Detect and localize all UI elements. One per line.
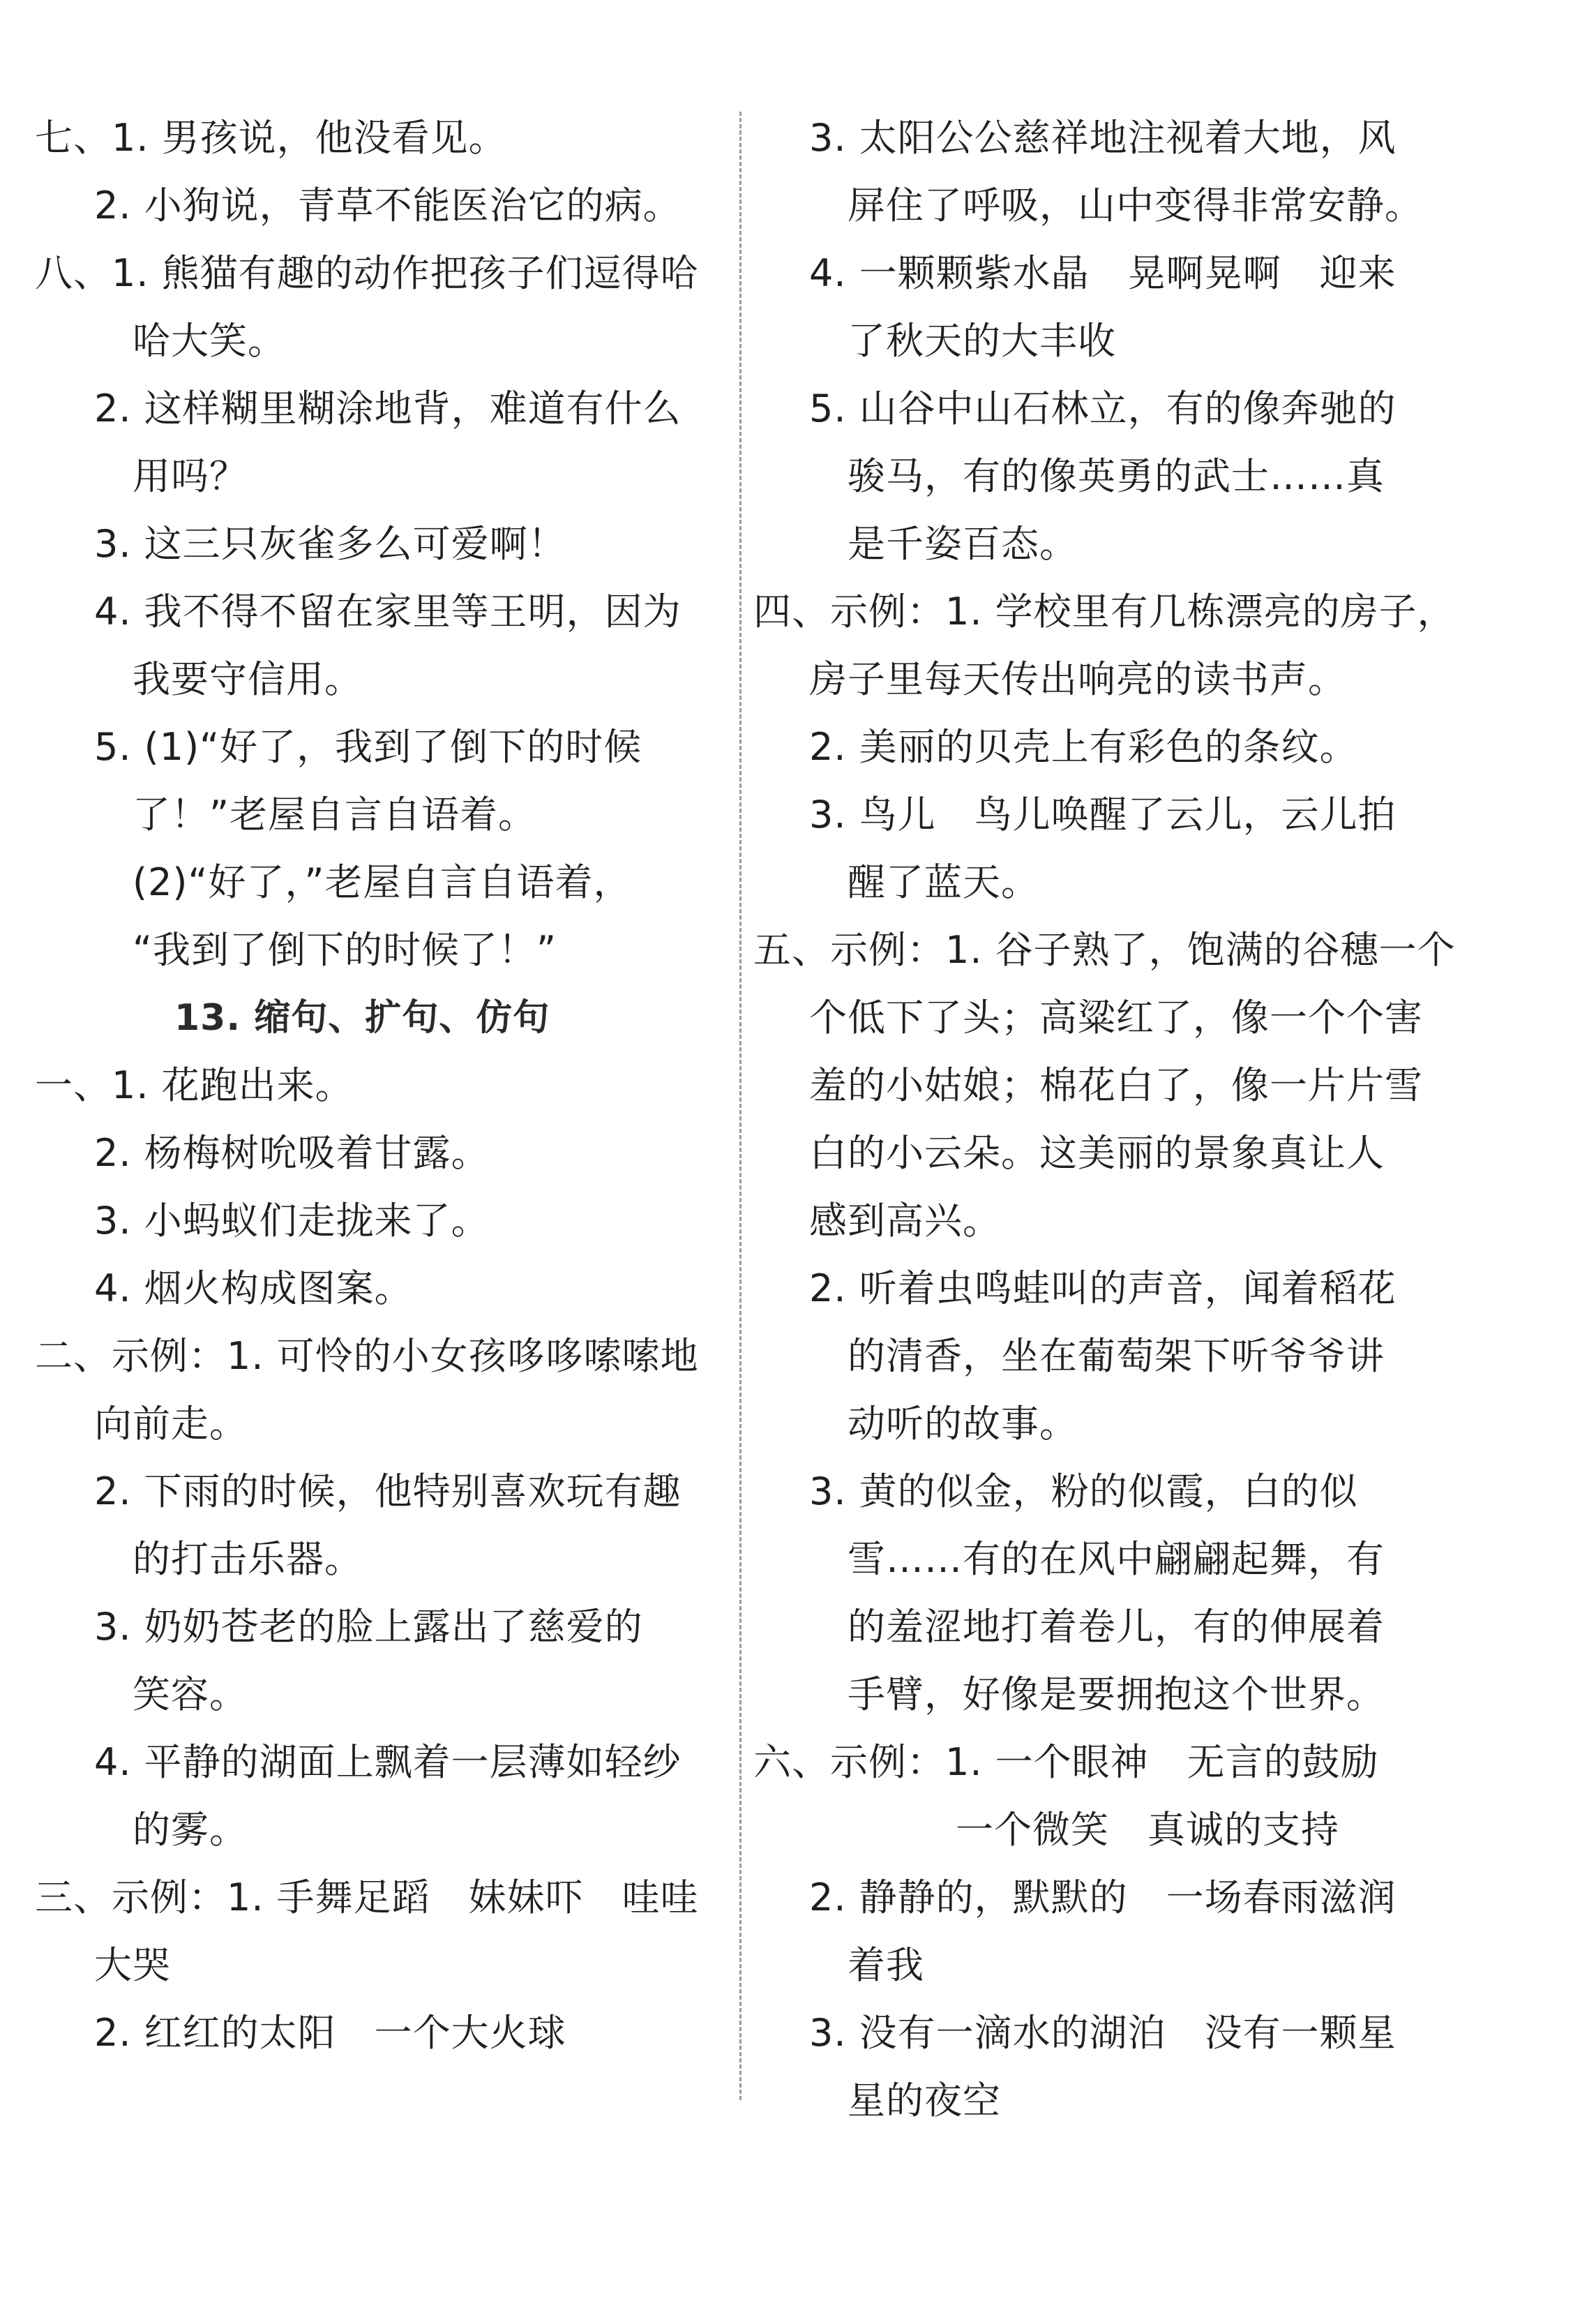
answer-line: 用吗？	[133, 454, 248, 498]
answer-line: 3. 这三只灰雀多么可爱啊！	[94, 522, 566, 566]
answer-line: 3. 鸟儿 鸟儿唤醒了云儿，云儿拍	[809, 793, 1396, 837]
answer-line: 感到高兴。	[809, 1199, 1001, 1243]
answer-line: 哈大笑。	[133, 319, 286, 363]
answer-line: 了！”老屋自言自语着。	[133, 793, 536, 837]
answer-line: 是千姿百态。	[848, 522, 1078, 566]
answer-line: 大哭	[94, 1943, 171, 1987]
answer-line: 的雾。	[133, 1808, 248, 1852]
answer-line: 3. 奶奶苍老的脸上露出了慈爱的	[94, 1605, 643, 1649]
answer-line: 三、示例：1. 手舞足蹈 妹妹吓 哇哇	[35, 1875, 699, 1919]
answer-line: 的清香，坐在葡萄架下听爷爷讲	[848, 1334, 1385, 1378]
answer-line: 雪……有的在风中翩翩起舞，有	[848, 1537, 1385, 1581]
answer-line: 了秋天的大丰收	[848, 319, 1116, 363]
answer-line: 房子里每天传出响亮的读书声。	[809, 657, 1346, 701]
answer-line: 2. 这样糊里糊涂地背，难道有什么	[94, 387, 682, 430]
answer-line: 四、示例：1. 学校里有几栋漂亮的房子，	[753, 590, 1456, 634]
answer-line: (2)“好了，”老屋自言自语着，	[133, 860, 632, 904]
answer-line: 我要守信用。	[133, 657, 363, 701]
answer-line: 八、1. 熊猫有趣的动作把孩子们逗得哈	[35, 251, 699, 295]
answer-line: 3. 太阳公公慈祥地注视着大地，风	[809, 116, 1396, 160]
answer-line: 4. 一颗颗紫水晶 晃啊晃啊 迎来	[809, 251, 1396, 295]
answer-line: 屏住了呼吸，山中变得非常安静。	[848, 183, 1423, 227]
answer-line: 向前走。	[94, 1402, 248, 1446]
section-heading: 13. 缩句、扩句、仿句	[174, 997, 550, 1039]
answer-line: 羞的小姑娘；棉花白了，像一片片雪	[809, 1063, 1423, 1107]
answer-line: 二、示例：1. 可怜的小女孩哆哆嗦嗦地	[35, 1334, 699, 1378]
answer-line: 2. 小狗说，青草不能医治它的病。	[94, 183, 682, 227]
answer-line: 2. 红红的太阳 一个大火球	[94, 2011, 566, 2055]
column-divider	[739, 112, 741, 2100]
answer-line: 六、示例：1. 一个眼神 无言的鼓励	[753, 1740, 1379, 1784]
answer-line: 5. 山谷中山石林立，有的像奔驰的	[809, 387, 1396, 430]
answer-line: 星的夜空	[848, 2078, 1001, 2122]
answer-line: 2. 听着虫鸣蛙叫的声音，闻着稻花	[809, 1266, 1396, 1310]
answer-line: 3. 小蚂蚁们走拢来了。	[94, 1199, 490, 1243]
answer-line: 4. 平静的湖面上飘着一层薄如轻纱	[94, 1740, 682, 1784]
answer-line: 2. 静静的，默默的 一场春雨滋润	[809, 1875, 1396, 1919]
answer-line: 的打击乐器。	[133, 1537, 363, 1581]
answer-line: 的羞涩地打着卷儿，有的伸展着	[848, 1605, 1385, 1649]
answer-line: 一、1. 花跑出来。	[35, 1063, 354, 1107]
answer-line: 醒了蓝天。	[848, 860, 1039, 904]
answer-line: 五、示例：1. 谷子熟了，饱满的谷穗一个	[753, 928, 1456, 972]
answer-line: 4. 烟火构成图案。	[94, 1266, 413, 1310]
answer-line: 七、1. 男孩说，他没看见。	[35, 116, 507, 160]
answer-line: 3. 没有一滴水的湖泊 没有一颗星	[809, 2011, 1396, 2055]
answer-line: 2. 杨梅树吮吸着甘露。	[94, 1131, 490, 1175]
answer-line: 个低下了头；高粱红了，像一个个害	[809, 996, 1423, 1040]
answer-line: 4. 我不得不留在家里等王明，因为	[94, 590, 682, 634]
answer-line: 骏马，有的像英勇的武士……真	[848, 454, 1385, 498]
answer-line: 2. 下雨的时候，他特别喜欢玩有趣	[94, 1469, 682, 1513]
answer-line: 手臂，好像是要拥抱这个世界。	[848, 1672, 1385, 1716]
answer-line: 2. 美丽的贝壳上有彩色的条纹。	[809, 725, 1358, 769]
answer-line: 笑容。	[133, 1672, 248, 1716]
answer-line: 动听的故事。	[848, 1402, 1078, 1446]
answer-line: 一个微笑 真诚的支持	[956, 1808, 1339, 1852]
answer-line: 3. 黄的似金，粉的似霞，白的似	[809, 1469, 1358, 1513]
answer-line: 着我	[848, 1943, 924, 1987]
answer-line: 白的小云朵。这美丽的景象真让人	[809, 1131, 1385, 1175]
answer-line: 5. (1)“好了，我到了倒下的时候	[94, 725, 642, 769]
answer-line: “我到了倒下的时候了！”	[133, 928, 557, 972]
